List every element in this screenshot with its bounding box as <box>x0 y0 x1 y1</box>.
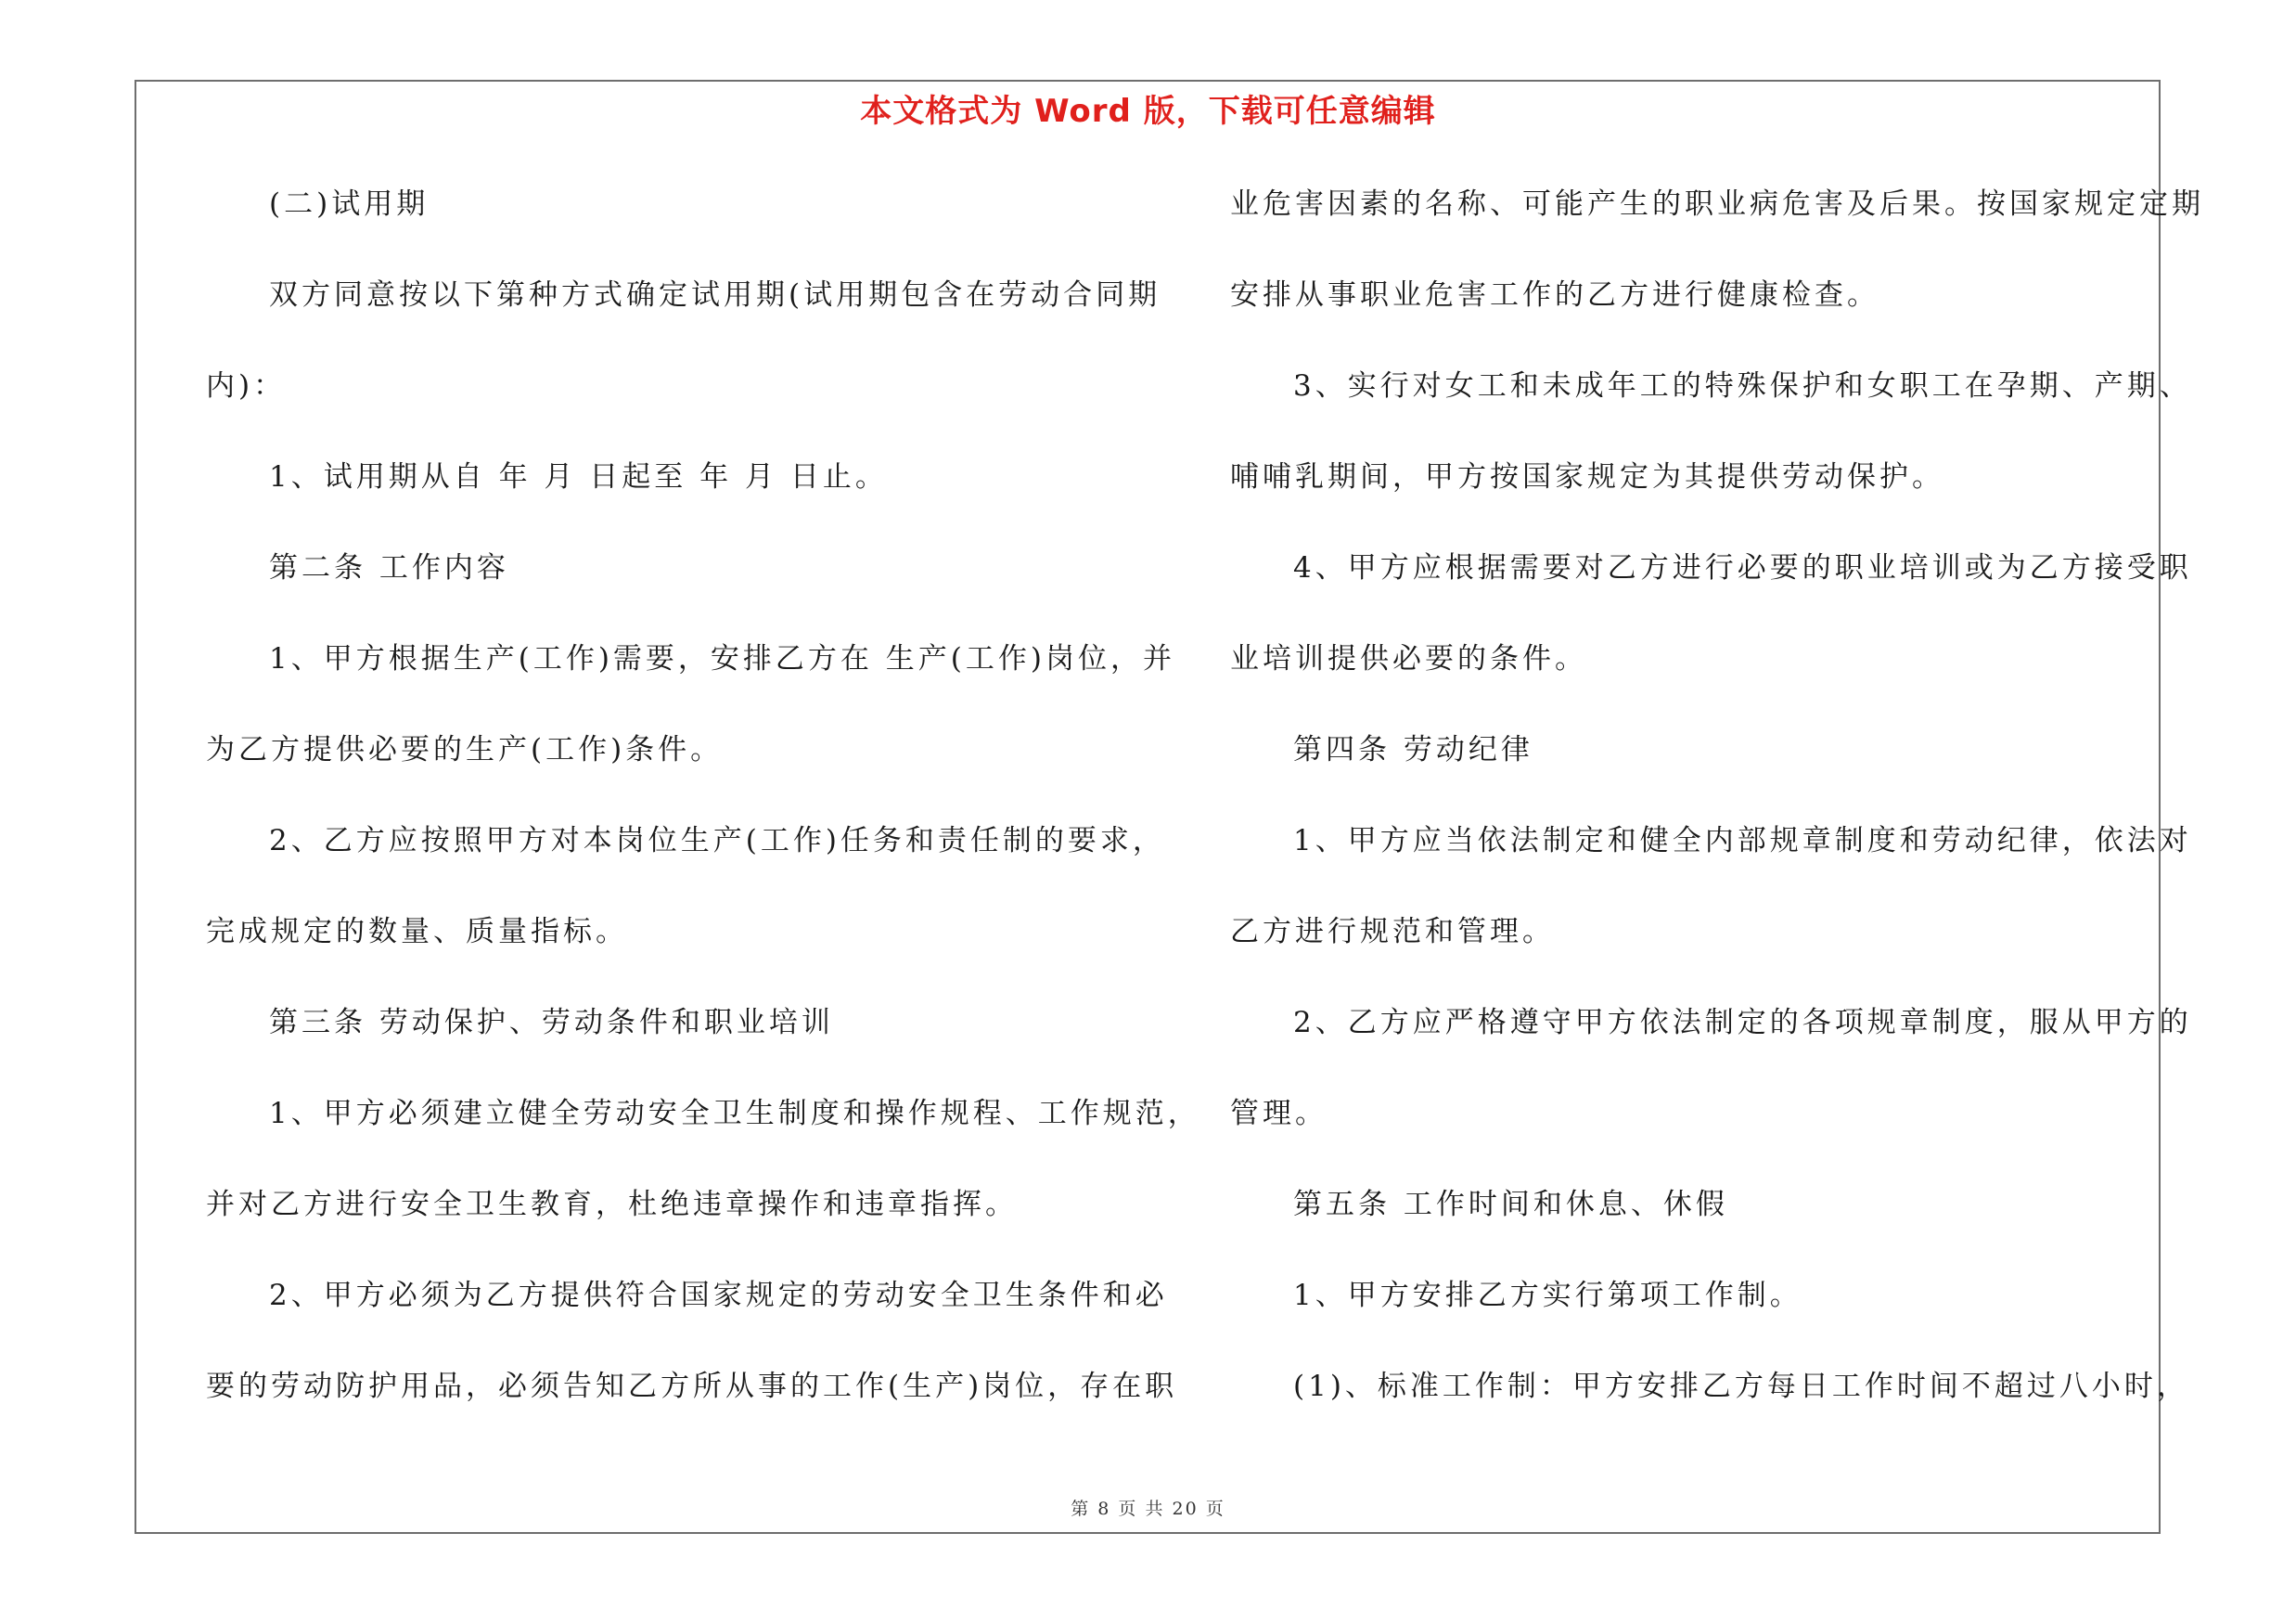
text-line: 1、甲方根据生产(工作)需要，安排乙方在 生产(工作)岗位，并 <box>269 642 1175 676</box>
text-line: 业培训提供必要的条件。 <box>1230 642 1587 676</box>
word-format-banner: 本文格式为 Word 版，下载可任意编辑 <box>860 93 1436 130</box>
section-heading: 第四条 劳动纪律 <box>1293 733 1533 766</box>
text-line: 内)： <box>206 369 287 403</box>
text-line: 1、甲方必须建立健全劳动安全卫生制度和操作规程、工作规范， <box>269 1097 1200 1130</box>
text-line: 1、甲方安排乙方实行第项工作制。 <box>1293 1279 1802 1312</box>
text-line: (1)、标准工作制：甲方安排乙方每日工作时间不超过八小时， <box>1293 1370 2189 1403</box>
text-line: 2、乙方应按照甲方对本岗位生产(工作)任务和责任制的要求， <box>269 824 1165 857</box>
text-line: 并对乙方进行安全卫生教育，杜绝违章操作和违章指挥。 <box>206 1188 1018 1221</box>
text-line: 要的劳动防护用品，必须告知乙方所从事的工作(生产)岗位，存在职 <box>206 1370 1178 1403</box>
text-line: 1、试用期从自 年 月 日起至 年 月 日止。 <box>269 460 888 494</box>
text-line: 乙方进行规范和管理。 <box>1230 915 1555 948</box>
page-number: 第 8 页 共 20 页 <box>1071 1499 1225 1519</box>
text-line: 管理。 <box>1230 1097 1328 1130</box>
text-line: 4、甲方应根据需要对乙方进行必要的职业培训或为乙方接受职 <box>1293 551 2192 585</box>
text-line: 为乙方提供必要的生产(工作)条件。 <box>206 733 724 766</box>
text-line: 业危害因素的名称、可能产生的职业病危害及后果。按国家规定定期 <box>1230 187 2204 221</box>
text-line: 哺哺乳期间，甲方按国家规定为其提供劳动保护。 <box>1230 460 1944 494</box>
section-heading: 第二条 工作内容 <box>269 551 509 585</box>
text-line: (二)试用期 <box>269 187 430 221</box>
section-heading: 第三条 劳动保护、劳动条件和职业培训 <box>269 1006 834 1039</box>
text-line: 3、实行对女工和未成年工的特殊保护和女职工在孕期、产期、 <box>1293 369 2192 403</box>
text-line: 安排从事职业危害工作的乙方进行健康检查。 <box>1230 278 1879 312</box>
text-line: 2、甲方必须为乙方提供符合国家规定的劳动安全卫生条件和必 <box>269 1279 1168 1312</box>
text-line: 1、甲方应当依法制定和健全内部规章制度和劳动纪律，依法对 <box>1293 824 2192 857</box>
text-line: 2、乙方应严格遵守甲方依法制定的各项规章制度，服从甲方的 <box>1293 1006 2192 1039</box>
section-heading: 第五条 工作时间和休息、休假 <box>1293 1188 1728 1221</box>
text-line: 双方同意按以下第种方式确定试用期(试用期包含在劳动合同期 <box>269 278 1161 312</box>
text-line: 完成规定的数量、质量指标。 <box>206 915 628 948</box>
